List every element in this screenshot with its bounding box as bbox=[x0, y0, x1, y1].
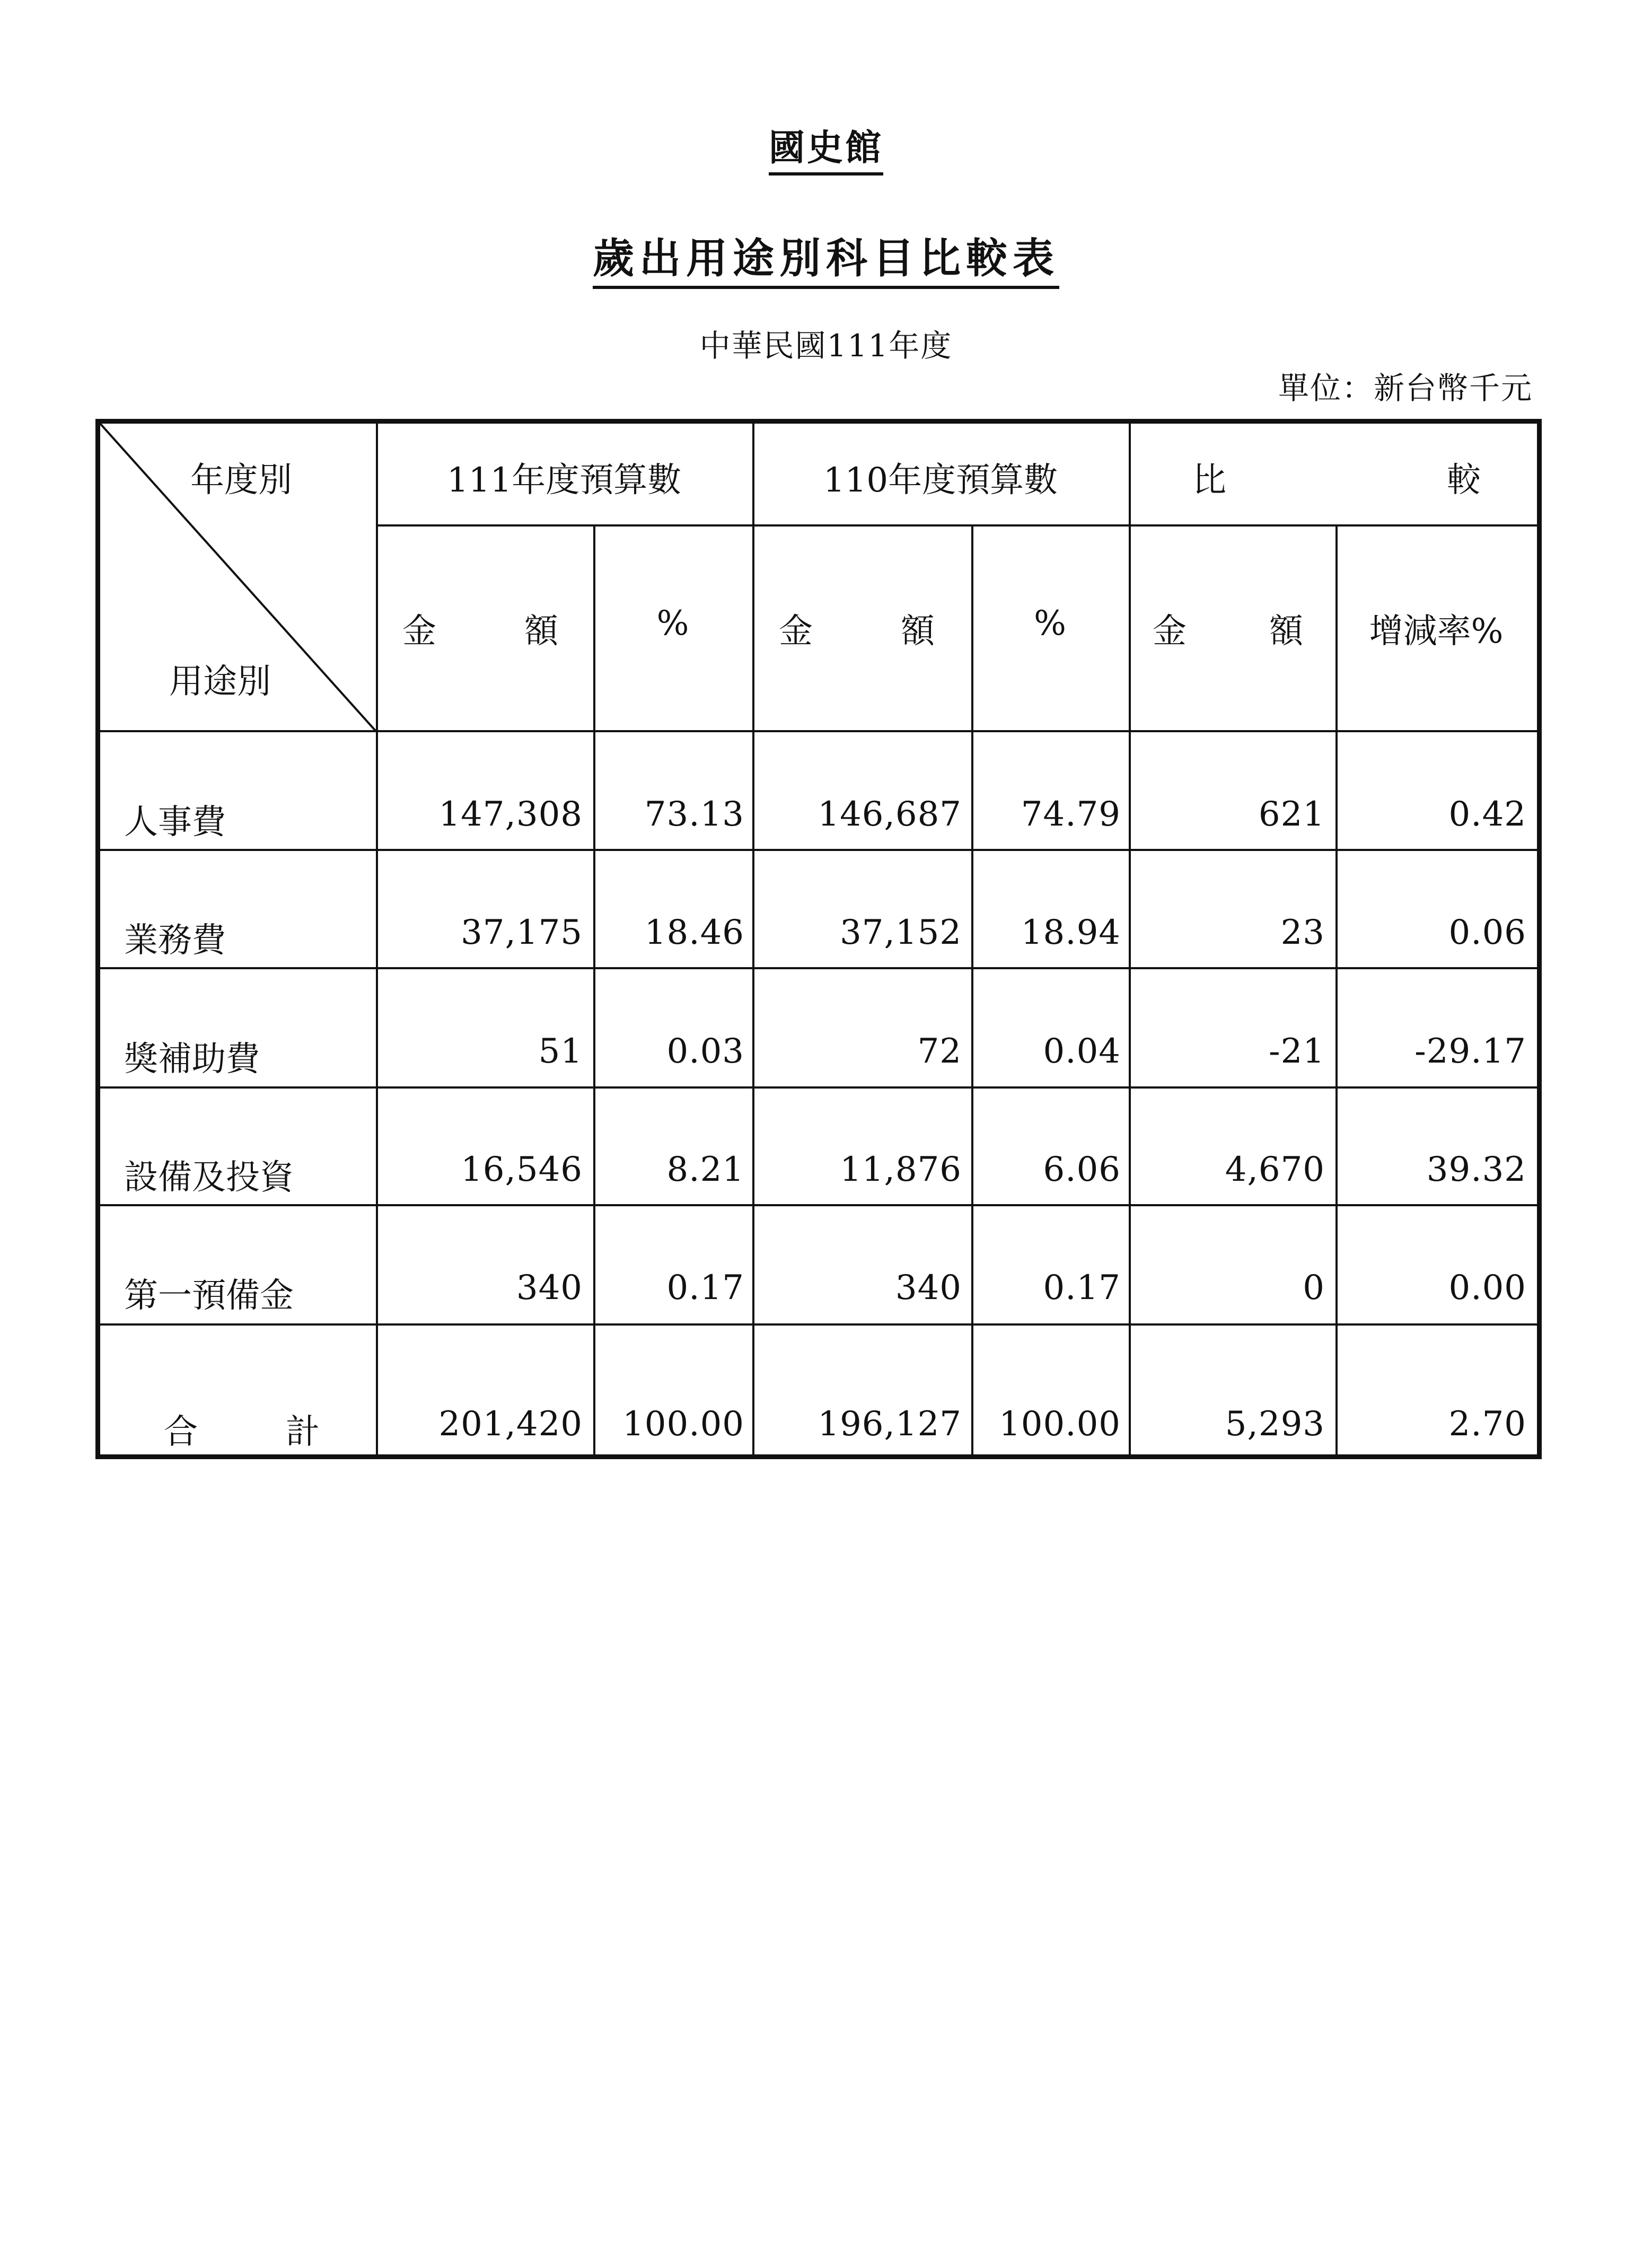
header-111-budget: 111年度預算數 bbox=[446, 461, 682, 500]
header-compare-b: 較 bbox=[1447, 461, 1481, 500]
budget-110-percent: 0.04 bbox=[1043, 1032, 1121, 1071]
budget-111-amount: 37,175 bbox=[461, 913, 583, 952]
header-compare-a: 比 bbox=[1192, 461, 1226, 500]
sub-amount-a: 金 bbox=[402, 612, 436, 651]
budget-111-amount: 51 bbox=[538, 1032, 583, 1071]
grid-line bbox=[100, 730, 1537, 732]
budget-111-amount: 340 bbox=[516, 1268, 583, 1308]
difference-amount: 23 bbox=[1280, 913, 1325, 952]
budget-110-amount: 37,152 bbox=[840, 913, 962, 952]
budget-111-percent: 73.13 bbox=[644, 795, 744, 834]
total-110-percent: 100.00 bbox=[999, 1405, 1121, 1444]
budget-110-percent: 6.06 bbox=[1043, 1150, 1121, 1189]
corner-purpose-label: 用途別 bbox=[169, 662, 271, 701]
total-110-amount: 196,127 bbox=[818, 1405, 962, 1444]
total-difference: 5,293 bbox=[1225, 1405, 1325, 1444]
grid-line bbox=[100, 1323, 1537, 1326]
budget-111-amount: 16,546 bbox=[461, 1150, 583, 1189]
budget-110-percent: 18.94 bbox=[1021, 913, 1121, 952]
total-label-a: 合 bbox=[164, 1412, 198, 1452]
total-111-amount: 201,420 bbox=[438, 1405, 583, 1444]
grid-line bbox=[100, 1204, 1537, 1206]
sub-amount-b: 額 bbox=[901, 612, 935, 651]
change-rate: 39.32 bbox=[1426, 1150, 1526, 1189]
budget-111-percent: 0.17 bbox=[666, 1268, 744, 1308]
sub-percent: % bbox=[656, 604, 689, 643]
difference-amount: 0 bbox=[1303, 1268, 1325, 1308]
grid-line bbox=[1335, 524, 1338, 1454]
budget-comparison-table bbox=[95, 419, 1542, 1459]
row-label: 設備及投資 bbox=[124, 1158, 294, 1197]
change-rate: 0.42 bbox=[1448, 795, 1526, 834]
row-label: 第一預備金 bbox=[124, 1276, 294, 1315]
sub-amount-a: 金 bbox=[1153, 612, 1187, 651]
budget-110-amount: 340 bbox=[895, 1268, 962, 1308]
grid-line bbox=[100, 1086, 1537, 1089]
change-rate: 0.00 bbox=[1448, 1268, 1526, 1308]
sub-percent: % bbox=[1034, 604, 1066, 643]
row-label: 獎補助費 bbox=[124, 1040, 260, 1079]
budget-111-percent: 8.21 bbox=[666, 1150, 744, 1189]
sub-amount-b: 額 bbox=[1269, 612, 1303, 651]
row-label: 人事費 bbox=[124, 803, 226, 842]
budget-110-amount: 11,876 bbox=[840, 1150, 962, 1189]
corner-year-label: 年度別 bbox=[190, 461, 292, 500]
fiscal-year: 中華民國111年度 bbox=[699, 328, 953, 364]
budget-110-percent: 74.79 bbox=[1021, 795, 1121, 834]
difference-amount: 621 bbox=[1258, 795, 1325, 834]
budget-111-percent: 18.46 bbox=[644, 913, 744, 952]
change-rate: 0.06 bbox=[1448, 913, 1526, 952]
budget-110-amount: 146,687 bbox=[818, 795, 962, 834]
sub-amount-a: 金 bbox=[779, 612, 813, 651]
header-110-budget: 110年度預算數 bbox=[823, 461, 1058, 500]
row-label: 業務費 bbox=[124, 921, 226, 960]
currency-unit: 單位：新台幣千元 bbox=[1278, 370, 1533, 406]
difference-amount: -21 bbox=[1268, 1032, 1325, 1071]
sub-change-rate: 增減率% bbox=[1369, 612, 1504, 651]
difference-amount: 4,670 bbox=[1225, 1150, 1325, 1189]
budget-110-percent: 0.17 bbox=[1043, 1268, 1121, 1308]
sub-amount-b: 額 bbox=[524, 612, 558, 651]
grid-line bbox=[100, 967, 1537, 969]
grid-line bbox=[100, 849, 1537, 851]
budget-110-amount: 72 bbox=[917, 1032, 962, 1071]
change-rate: -29.17 bbox=[1414, 1032, 1526, 1071]
total-label-b: 計 bbox=[286, 1412, 320, 1452]
grid-line bbox=[376, 524, 1537, 527]
budget-111-percent: 0.03 bbox=[666, 1032, 744, 1071]
document-title: 歲出用途別科目比較表 bbox=[0, 225, 1652, 285]
organization-name: 國史館 bbox=[0, 119, 1652, 171]
grid-line bbox=[971, 524, 973, 1454]
budget-111-amount: 147,308 bbox=[438, 795, 583, 834]
total-change-rate: 2.70 bbox=[1448, 1405, 1526, 1444]
grid-line bbox=[593, 524, 595, 1454]
total-111-percent: 100.00 bbox=[622, 1405, 744, 1444]
